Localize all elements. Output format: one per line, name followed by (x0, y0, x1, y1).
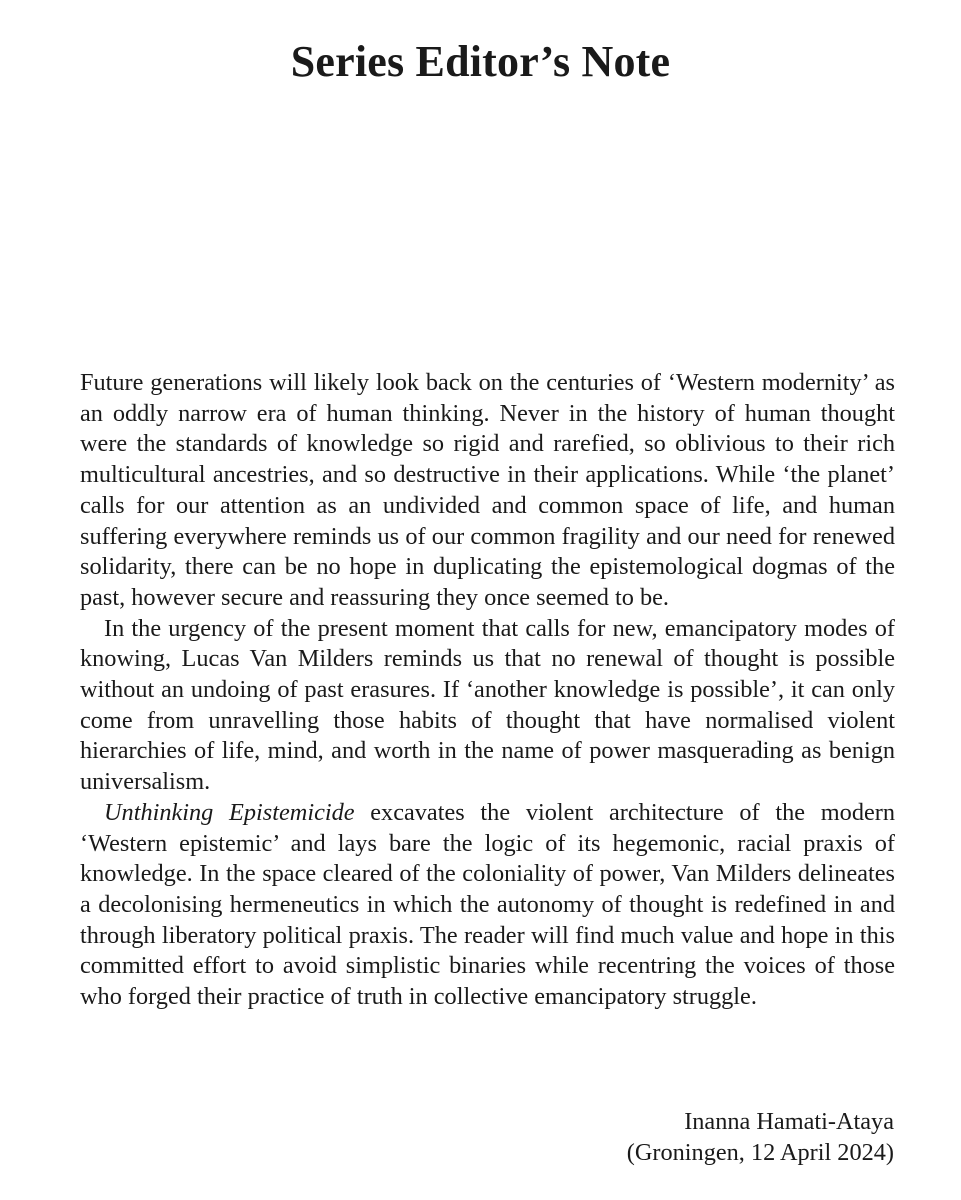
paragraph-3-text: excavates the violent architecture of the modern ‘Western epistemic’ and lays bare the logic of its hegemonic, racial praxis of knowledge. In the space cleared of the coloniality of power, Van Milders delineates a decolonising hermeneutics in which the autonomy of thought is redefined in and through liberatory political praxis. The reader will find much value and hope in this committed effort to avoid simplistic binaries while recentring the voices of those who forged their practice of truth in collective emancipatory struggle. (80, 798, 895, 1011)
note-body (80, 368, 895, 1013)
signoff (627, 1106, 894, 1168)
page-title: Series Editor’s Note (290, 37, 671, 86)
paragraph-1: Future generations will likely look back on the centuries of ‘Western modernity’ as an oddly narrow era of human thinking. Never in the history of human thought were the standards of knowledge so rigid and rarefied, so oblivious to their rich multicultural ancestries, and so destructive in their applications. While ‘the planet’ calls for our attention as an undivided and common space of life, and human suffering everywhere reminds us of our common fragility and our need for renewed solidarity, there can be no hope in duplicating the epistemological dogmas of the past, however secure and reassuring they once seemed to be. (80, 369, 895, 611)
paragraph-2: In the urgency of the present moment that calls for new, emancipatory modes of knowing, Lucas Van Milders reminds us that no renewal of thought is possible without an undoing of past erasures. If ‘another knowledge is possible’, it can only come from unravelling those habits of thought that have normalised violent hierarchies of life, mind, and worth in the name of power masquerading as benign universalism. (80, 614, 895, 796)
book-title-italic: Unthinking Epistemicide (104, 798, 355, 826)
paragraph-3 (80, 798, 895, 1013)
author-name: Inanna Hamati-Ataya (684, 1108, 894, 1135)
place-date: (Groningen, 12 April 2024) (626, 1139, 894, 1166)
